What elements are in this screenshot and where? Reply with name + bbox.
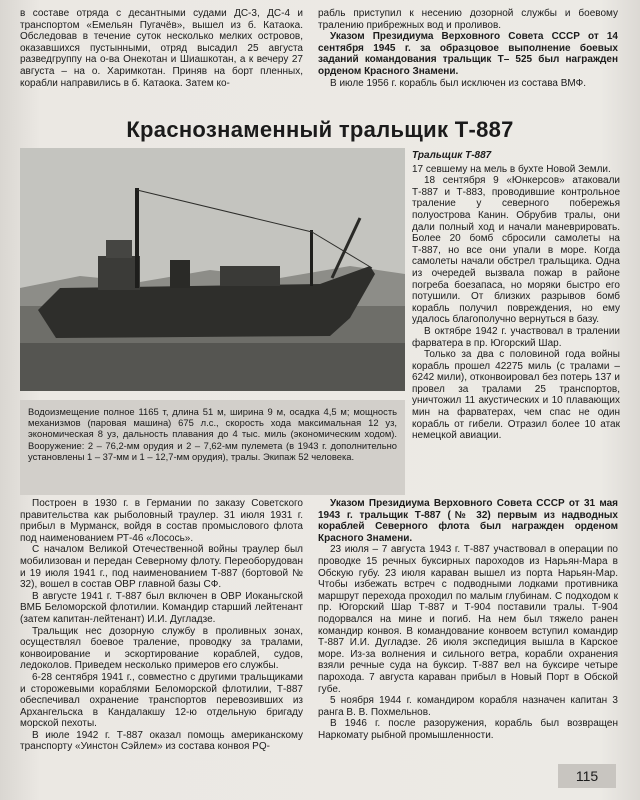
paragraph: рабль приступил к несению дозорной службы и боевому тралению прибрежных вод и проливов. <box>318 8 618 31</box>
paragraph: Построен в 1930 г. в Германии по заказу Советского правительства как рыболовный траулер. 31 июля 1931 г. прибыл в Мурманск, войдя в состав промыслового флота под наименованием РТ-46 «Лосось». <box>20 498 303 544</box>
paragraph: в составе отряда с десантными судами ДС-3, ДС-4 и транспортом «Емельян Пугачёв», вышел из б. Катаока. Обследовав в течение суток несколько мелких островов, оказавшихся пустынными, отряд высадил 25 августа разведгруппу на о-ва Онекотан и Шиашкотан, а к вечеру 27 августа – на о. Харимкотан. Приняв на борт пленных, корабли направились в б. Катаока. Затем ко- <box>20 8 303 89</box>
paragraph: В июле 1942 г. Т-887 оказал помощь американскому транспорту «Уинстон Сэйлем» из состава конвоя PQ- <box>20 729 303 753</box>
ship-illustration <box>20 148 405 391</box>
article-title: Краснознаменный тральщик Т-887 <box>126 117 514 142</box>
paragraph: 18 сентября 9 «Юнкерсов» атаковали Т-887 и Т-883, проводившие контрольное траление у северного побережья полуострова Канин. Обрубив тралы, они дали полный ход и начали маневрировать. Более 20 бомб сбросили самолеты на Т-887, но все они упали в море. Когда самолеты начали обстрел тральщика. Одна из очередей вызвала пожар в районе погреба боезапаса, но моряки быстро его потушили. От близких разрывов бомб корабль получил повреждения, но ему удалось благополучно вернуться в базу. <box>412 175 620 326</box>
paragraph: 6-28 сентября 1941 г., совместно с другими тральщиками и сторожевыми кораблями Беломорской флотилии, Т-887 обеспечивал охранение транспортов перевозивших из Архангельска в Кандалакшу 12-ю отдельную бригаду морской пехоты. <box>20 671 303 730</box>
right-bottom-column <box>318 498 618 741</box>
paragraph: Только за два с половиной года войны корабль прошел 42275 миль (с тралами – 6242 мили), отконвоировал без потерь 137 и провел за тралами 25 транспортов, уничтожил 11 акустических и 10 плавающих мин на фарватерах, чем спас не один корабль от гибели. Отразил более 10 атак немецкой авиации. <box>412 349 620 442</box>
paragraph: В августе 1941 г. Т-887 был включен в ОВР Иоканьгской ВМБ Беломорской флотилии. Командир старший лейтенант (затем капитан-лейтенант) И.И. Дугладзе. <box>20 590 303 625</box>
top-left-column <box>20 8 303 89</box>
right-column <box>412 150 620 442</box>
paragraph: 5 ноября 1944 г. командиром корабля назначен капитан 3 ранга В. В. Похмельнов. <box>318 695 618 718</box>
paragraph: В июле 1956 г. корабль был исключен из состава ВМФ. <box>330 77 587 89</box>
specifications-caption: Водоизмещение полное 1165 т, длина 51 м, ширина 9 м, осадка 4,5 м; мощность механизмов (паровая машина) 675 л.с., скорость хода максимальная 12 уз, экономическая 8 уз, дальность плавания до 4 тыс. миль (экономическим ходом). Вооружение: 2 – 76,2-мм орудия и 2 – 7,62-мм пулемета (в 1943 г. дополнительно установлены 1 – 37-мм и 1 – 12,7-мм орудия), тралы. Экипаж 52 человека. <box>20 400 405 495</box>
paragraph: С началом Великой Отечественной войны траулер был мобилизован и передан Северному флоту. Переоборудован и 19 июля 1941 г., под наименованием Т-887 (бортовой № 32), вошел в состав ОВР главной базы СФ. <box>20 544 303 591</box>
paragraph: В 1946 г. после разоружения, корабль был возвращен Наркомату рыбной промышленности. <box>318 718 618 741</box>
left-bottom-column <box>20 498 303 753</box>
paragraph: 23 июля – 7 августа 1943 г. Т-887 участвовал в операции по проводке 15 речных буксирных пароходов из Нарьян-Мара в Обскую губу. 23 июля караван вышел из порта Нарьян-Мар. Чтобы избежать встреч с подводными лодками противника маршрут перехода проходил по малым глубинам. С подходом к пр. Югорский Шар Т-887 и Т-904 поставили тралы. Т-904 подорвался на мине и погиб. На нем был тяжело ранен командир конвоя. В командование конвоем вступил командир Т-887 И.И. Дугладзе. 26 июля экспедиция вышла в Карское море. Из-за волнения и сильного ветра, корабли охранения взяли речные суда на буксир. Т-887 вел на буксире четыре парохода. 7 августа караван прибыл в Новый Порт в Обской губе. <box>318 544 618 695</box>
photo-label: Тральщик Т-887 <box>412 150 492 161</box>
paragraph: Тральщик нес дозорную службу в проливных зонах, осуществлял боевое траление, проводку за тралами, конвоирование и эскортирование кораблей, судов, ледоколов. Приведем несколько примеров его службы. <box>20 625 303 672</box>
top-right-column <box>318 8 618 89</box>
paragraph: В октябре 1942 г. участвовал в тралении фарватера в пр. Югорский Шар. <box>412 325 620 349</box>
paragraph: 17 севшему на мель в бухте Новой Земли. <box>412 163 611 175</box>
page-number: 115 <box>558 764 616 788</box>
ship-photo <box>20 148 405 391</box>
decree-paragraph: Указом Президиума Верховного Совета СССР от 14 сентября 1945 г. за образцовое выполнение боевых заданий командования тральщик Т– 525 был награжден орденом Красного Знамени. <box>318 31 618 77</box>
decree-paragraph: Указом Президиума Верховного Совета СССР от 31 мая 1943 г. тральщик Т-887 (№ 32) первым из надводных кораблей Северного флота был награжден орденом Красного Знамени. <box>318 498 618 544</box>
